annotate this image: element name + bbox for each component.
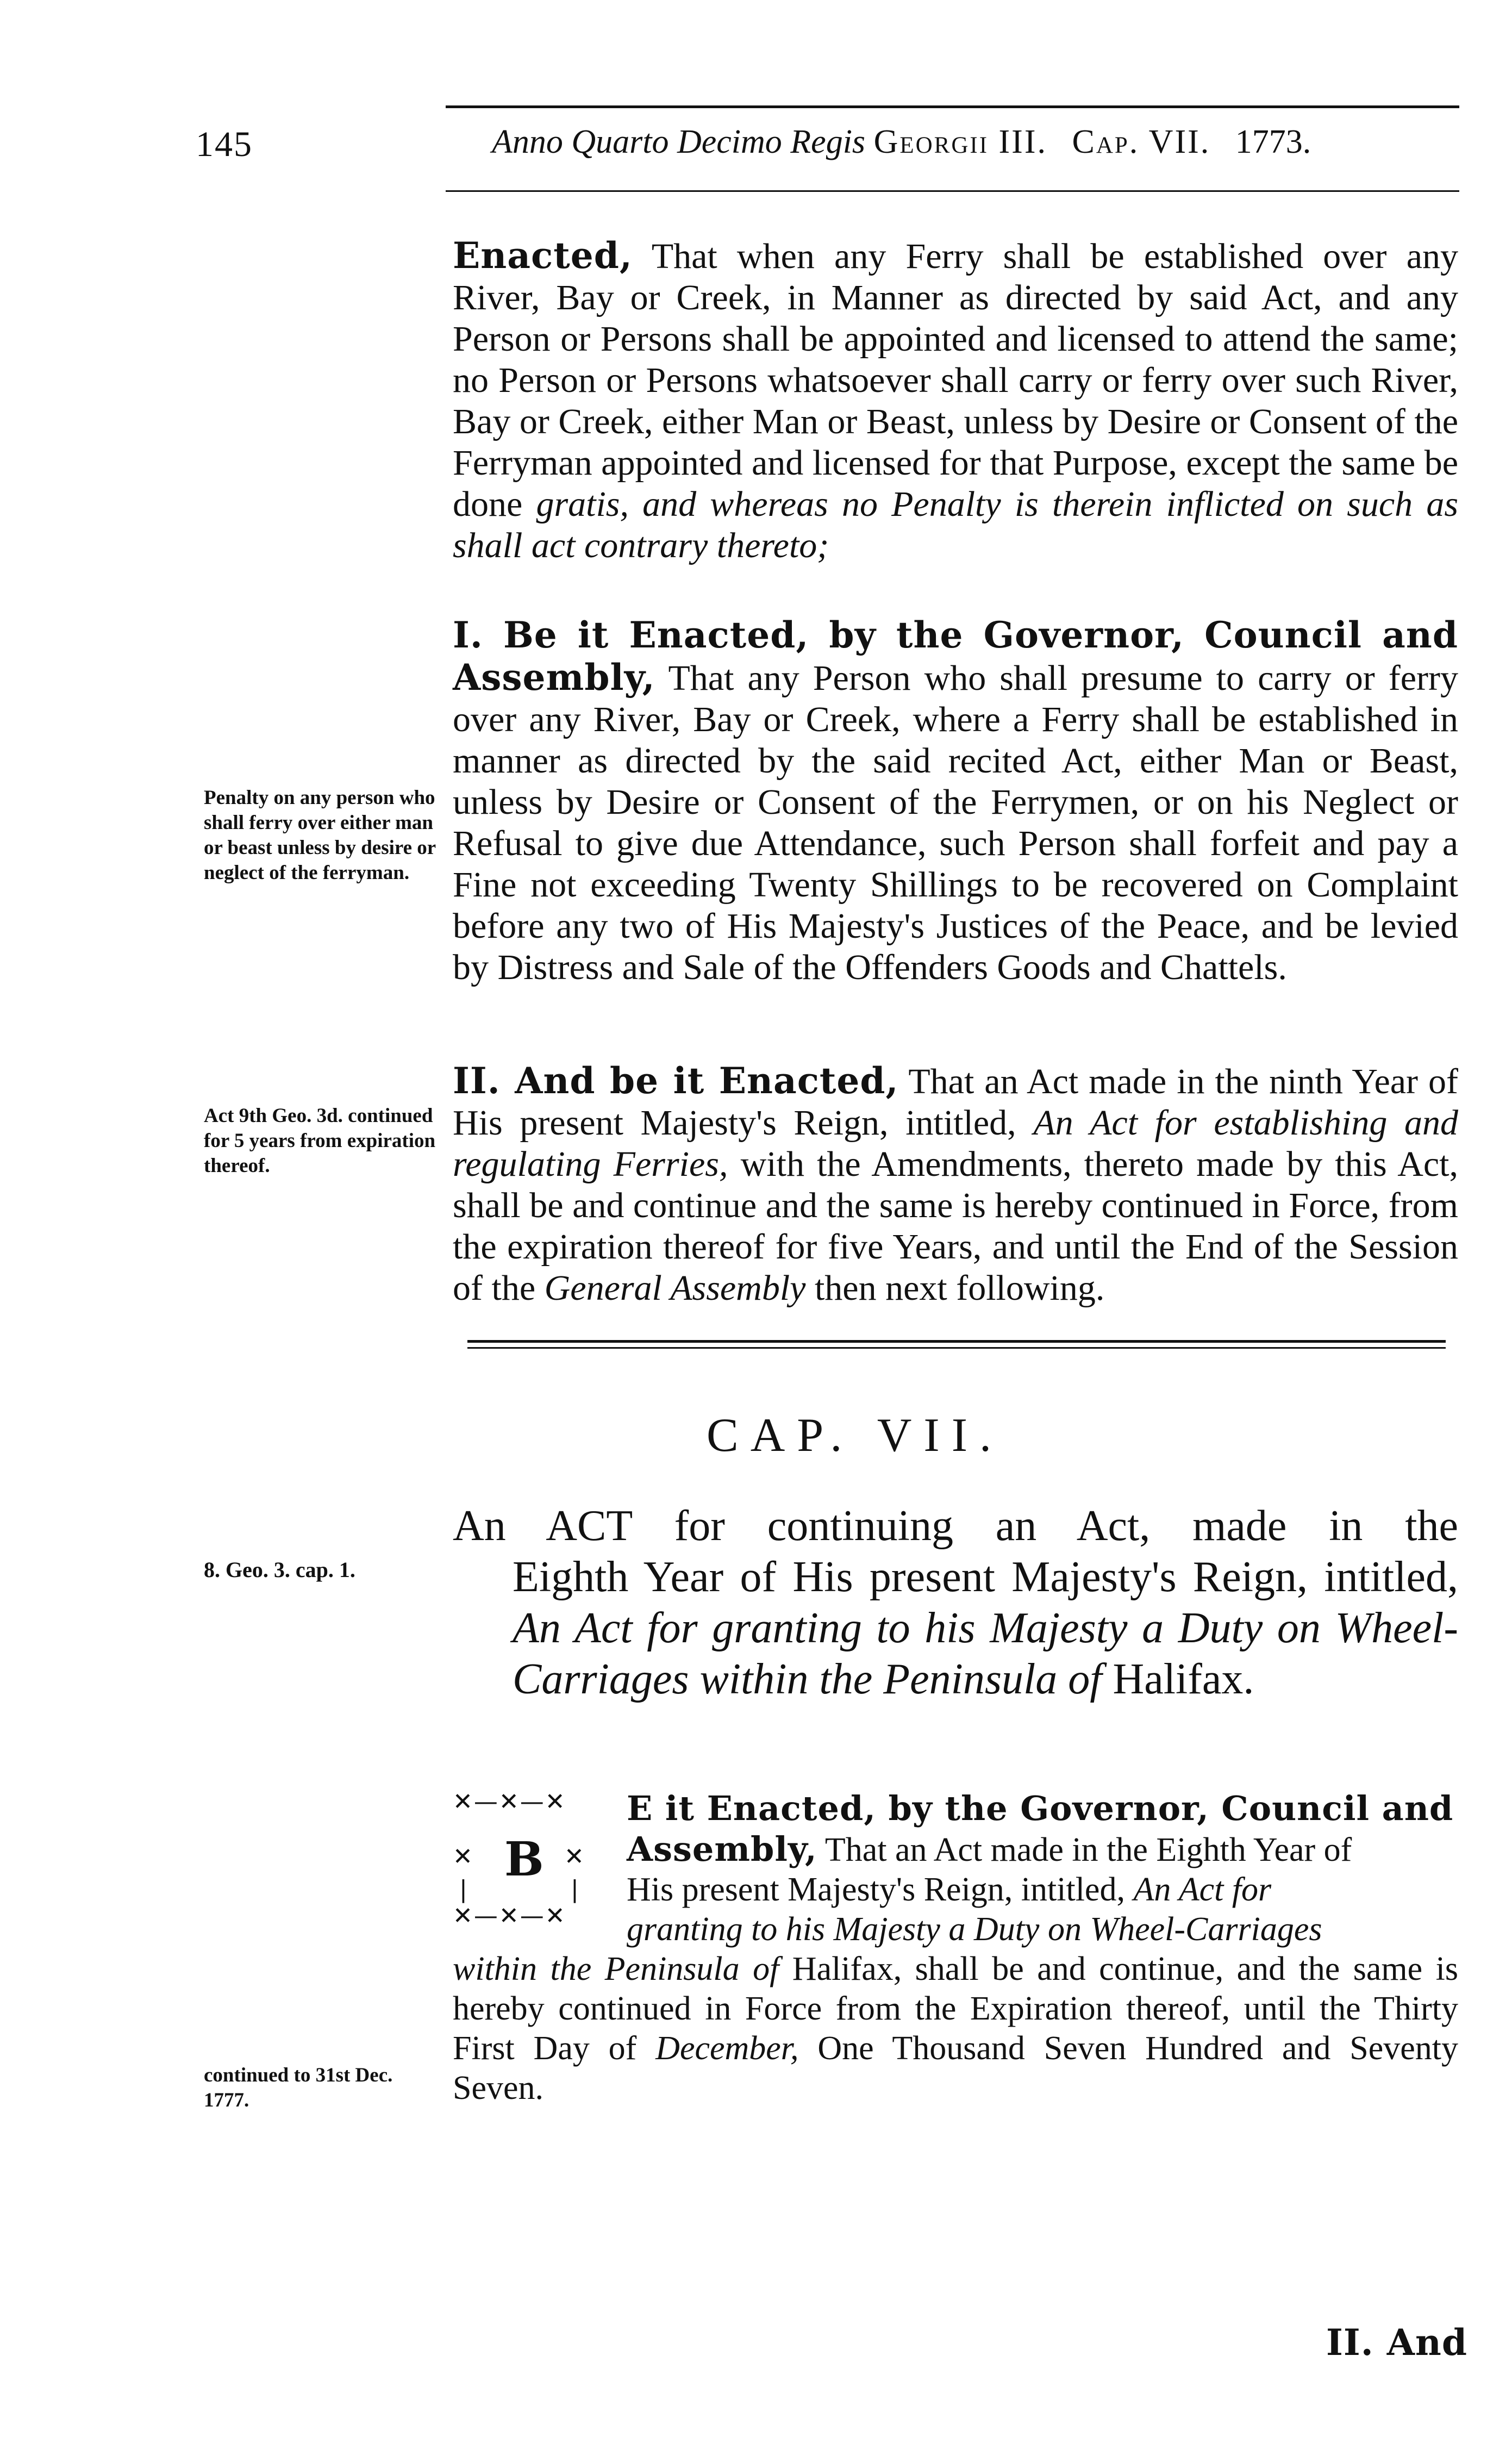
enacted-lead-word: Enacted, bbox=[453, 234, 633, 277]
continuation-text: That when any Ferry shall be established over any River, Bay or Creek, in Manner as directed by said Act, and any Person or Persons shall be appointed and licensed to attend the same; no Person or Persons whatsoever shall carry or ferry over such River, Bay or Creek, either Man or Beast, unless by Desire or Consent of the Ferryman appointed and licensed for that Purpose, except the same be done bbox=[453, 236, 1458, 524]
ornamental-initial-letter: B bbox=[504, 1832, 544, 1887]
margin-note-continued: continued to 31st Dec. 1777. bbox=[204, 2064, 393, 2111]
act-title-rest-end: Halifax. bbox=[1102, 1655, 1254, 1703]
catchword: II. And bbox=[1326, 2321, 1468, 2364]
section-2 bbox=[453, 1060, 1458, 1309]
enacting-italic-3: within the Peninsula of bbox=[453, 1950, 779, 1987]
act-title-rest-plain: Eighth Year of His present Majesty's Reign, intitled, bbox=[513, 1553, 1458, 1601]
enacting-line-2 bbox=[453, 1829, 1458, 1870]
continuation-paragraph bbox=[453, 235, 1458, 566]
enacting-clause bbox=[453, 1788, 1458, 2108]
enacting-line-3 bbox=[453, 1870, 1458, 1910]
enacting-lead: E it Enacted, by the Governor, Council and bbox=[627, 1788, 1454, 1828]
enacting-italic-2: granting to his Majesty a Duty on Wheel-Carriages bbox=[627, 1911, 1322, 1948]
section-2-text-2: with the Amendments, thereto made by this Act, shall be and continue and the same is hereby continued in Force, from the expiration thereof for five Years, and until the End of the Session of the bbox=[453, 1144, 1458, 1308]
ornament-left-star: ✕ bbox=[453, 1843, 473, 1871]
ornament-top-row: ✕—✕—✕ bbox=[453, 1788, 566, 1816]
enacting-text-4: One Thousand Seven Hundred and Seventy Seven. bbox=[453, 2030, 1458, 2107]
chapter-rule-2 bbox=[467, 1347, 1446, 1349]
enacting-lead-2: Assembly, bbox=[627, 1829, 817, 1869]
running-head bbox=[492, 123, 1459, 161]
section-2-text-1: That an Act made in the ninth Year of His present Majesty's Reign, intitled, bbox=[453, 1062, 1458, 1143]
enacting-line-4 bbox=[453, 1910, 1458, 1949]
enacting-text-1: That an Act made in the Eighth Year of bbox=[817, 1831, 1352, 1868]
enacting-text-2: His present Majesty's Reign, intitled, bbox=[627, 1871, 1134, 1908]
margin-note-penalty: Penalty on any person who shall ferry over either man or beast unless by desire or neglect of the ferryman. bbox=[204, 787, 436, 884]
ornament-bottom-row: ✕—✕—✕ bbox=[453, 1902, 566, 1930]
margin-note-act-9th: Act 9th Geo. 3d. continued for 5 years from expiration thereof. bbox=[204, 1105, 436, 1177]
section-1-lead: I. Be it Enacted, by the Governor, Council and Assembly, bbox=[453, 614, 1458, 699]
margin-note-geo-ref: 8. Geo. 3. cap. 1. bbox=[204, 1557, 355, 1582]
page-number: 145 bbox=[196, 124, 253, 164]
ornament-right-bar: | bbox=[571, 1875, 579, 1903]
section-2-act-title: An Act for establishing and regulating Ferries, bbox=[453, 1103, 1458, 1184]
cap-heading: CAP. VII. bbox=[707, 1409, 1004, 1462]
section-1-text: That any Person who shall presume to carry or ferry over any River, Bay or Creek, where a Ferry shall be established in manner as directed by the said recited Act, either Man or Beast, unless by Desire or Consent of the Ferrymen, or on his Neglect or Refusal to give due Attendance, such Person shall forfeit and pay a Fine not exceeding Twenty Shillings to be recovered on Complaint before any two of His Majesty's Justices of the Peace, and be levied by Distress and Sale of the Offenders Goods and Chattels. bbox=[453, 658, 1458, 987]
act-title-rest-italic: An Act for granting to his Majesty a Duty on Wheel-Carriages within the Peninsula of bbox=[513, 1604, 1458, 1703]
enacting-italic-1: An Act for bbox=[1133, 1871, 1272, 1908]
running-head-cap: Cap. VII. bbox=[1072, 123, 1211, 160]
running-head-year: 1773. bbox=[1235, 123, 1311, 160]
section-1 bbox=[453, 614, 1458, 988]
ornament-right-star: ✕ bbox=[564, 1843, 584, 1871]
header-rule-bottom bbox=[446, 190, 1459, 192]
continuation-italic-tail: gratis, and whereas no Penalty is therein inflicted on such as shall act contrary thereto; bbox=[453, 484, 1459, 565]
act-title-rest bbox=[453, 1551, 1458, 1705]
running-head-anno: Anno Quarto Decimo Regis bbox=[492, 123, 866, 160]
header-rule-top bbox=[446, 105, 1459, 108]
enacting-continuation bbox=[453, 1949, 1458, 2108]
ornament-left-bar: | bbox=[459, 1875, 467, 1903]
act-title bbox=[453, 1500, 1458, 1705]
running-head-king: Georgii III. bbox=[873, 123, 1047, 160]
section-2-text-3: then next following. bbox=[805, 1268, 1105, 1308]
section-2-general-assembly: General Assembly bbox=[544, 1268, 806, 1308]
enacting-text-3: Halifax, shall be and continue, and the same is hereby continued in Force from the Expiration thereof, until the Thirty First Day of bbox=[453, 1950, 1458, 2067]
section-2-lead: II. And be it Enacted, bbox=[453, 1060, 899, 1102]
act-title-first-line: An ACT for continuing an Act, made in the bbox=[453, 1502, 1458, 1550]
enacting-line-1 bbox=[453, 1788, 1458, 1829]
chapter-rule-1 bbox=[467, 1340, 1446, 1343]
enacting-italic-dec: December, bbox=[655, 2030, 799, 2067]
